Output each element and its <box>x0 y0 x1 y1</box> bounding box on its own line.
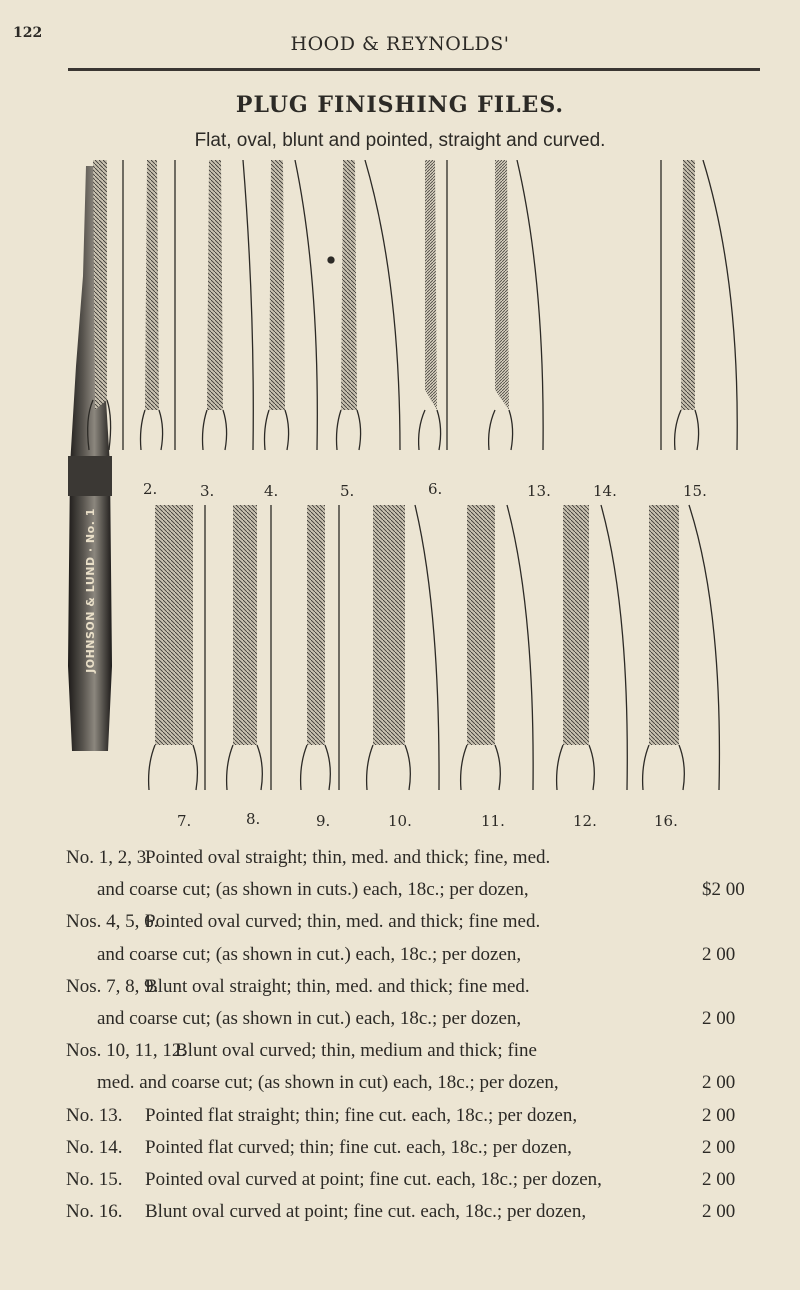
figure-number-10: 10. <box>388 812 412 830</box>
entry-price: $2 00 <box>702 879 745 901</box>
running-head: HOOD & REYNOLDS' <box>290 33 510 55</box>
entry-number: No. 13. <box>66 1104 123 1126</box>
figure-number-12: 12. <box>573 812 597 830</box>
entry-price: 2 00 <box>702 943 736 965</box>
figure-number-9: 9. <box>316 812 331 830</box>
price-list <box>0 842 800 1228</box>
figure-number-2: 2. <box>143 480 158 498</box>
entry-description: Blunt oval curved at point; fine cut. each, 18c.; per dozen, <box>145 1201 587 1223</box>
list-item <box>0 1196 800 1228</box>
entry-description-cont: med. and coarse cut; (as shown in cut) each, 18c.; per dozen, <box>97 1072 559 1094</box>
entry-price: 2 00 <box>702 1104 736 1126</box>
figure-number-15: 15. <box>683 482 707 500</box>
page-number: 122 <box>13 25 43 41</box>
figure-number-8: 8. <box>246 810 261 828</box>
entry-number: No. 16. <box>66 1201 123 1223</box>
header-rule <box>68 68 760 71</box>
entry-number: Nos. 4, 5, 6. <box>66 911 159 933</box>
list-item <box>0 1100 800 1132</box>
entry-description: Pointed oval curved; thin, med. and thick; fine med. <box>145 911 541 933</box>
entry-description: Blunt oval straight; thin, med. and thick; fine med. <box>145 975 530 997</box>
entry-description: Pointed oval curved at point; fine cut. each, 18c.; per dozen, <box>145 1168 602 1190</box>
list-item <box>0 874 800 906</box>
entry-number: Nos. 7, 8, 9. <box>66 975 159 997</box>
figure-number-11: 11. <box>481 812 505 830</box>
figure-number-16: 16. <box>654 812 678 830</box>
figure-number-13: 13. <box>527 482 551 500</box>
list-item <box>0 1035 800 1067</box>
list-item <box>0 1067 800 1099</box>
figure-number-3: 3. <box>200 482 215 500</box>
entry-description-cont: and coarse cut; (as shown in cut.) each, 18c.; per dozen, <box>97 943 522 965</box>
figure-number-14: 14. <box>593 482 617 500</box>
list-item <box>0 939 800 971</box>
entry-number: No. 15. <box>66 1168 123 1190</box>
entry-number: Nos. 10, 11, 12. <box>66 1040 187 1062</box>
entry-description-cont: and coarse cut; (as shown in cuts.) each, 18c.; per dozen, <box>97 879 529 901</box>
section-subtitle: Flat, oval, blunt and pointed, straight and curved. <box>194 130 606 151</box>
figure-number-4: 4. <box>264 482 279 500</box>
list-item <box>0 1132 800 1164</box>
entry-number: No. 1, 2, 3. <box>66 847 151 868</box>
entry-description: Pointed flat curved; thin; fine cut. each, 18c.; per dozen, <box>145 1136 572 1158</box>
figure-number-5: 5. <box>340 482 355 500</box>
list-item <box>0 906 800 938</box>
entry-price: 2 00 <box>702 1136 736 1158</box>
section-title: PLUG FINISHING FILES. <box>235 92 565 118</box>
entry-price: 2 00 <box>702 1201 736 1223</box>
handle-stamp: JOHNSON & LUND · No. 1 <box>83 507 97 673</box>
entry-number: No. 14. <box>66 1136 123 1158</box>
entry-description: Pointed oval straight; thin, med. and thick; fine, med. <box>145 847 551 868</box>
entry-description: Pointed flat straight; thin; fine cut. each, 18c.; per dozen, <box>145 1104 578 1126</box>
list-item <box>0 1164 800 1196</box>
list-item <box>0 1003 800 1035</box>
entry-price: 2 00 <box>702 1007 736 1029</box>
figure-number-6: 6. <box>428 480 443 498</box>
entry-description-cont: and coarse cut; (as shown in cut.) each, 18c.; per dozen, <box>97 1007 522 1029</box>
entry-price: 2 00 <box>702 1072 736 1094</box>
list-item <box>0 842 800 874</box>
figure-number-7: 7. <box>177 812 192 830</box>
entry-price: 2 00 <box>702 1168 736 1190</box>
entry-description: Blunt oval curved; thin, medium and thick; fine <box>175 1040 537 1062</box>
files-illustration <box>55 160 750 820</box>
list-item <box>0 971 800 1003</box>
